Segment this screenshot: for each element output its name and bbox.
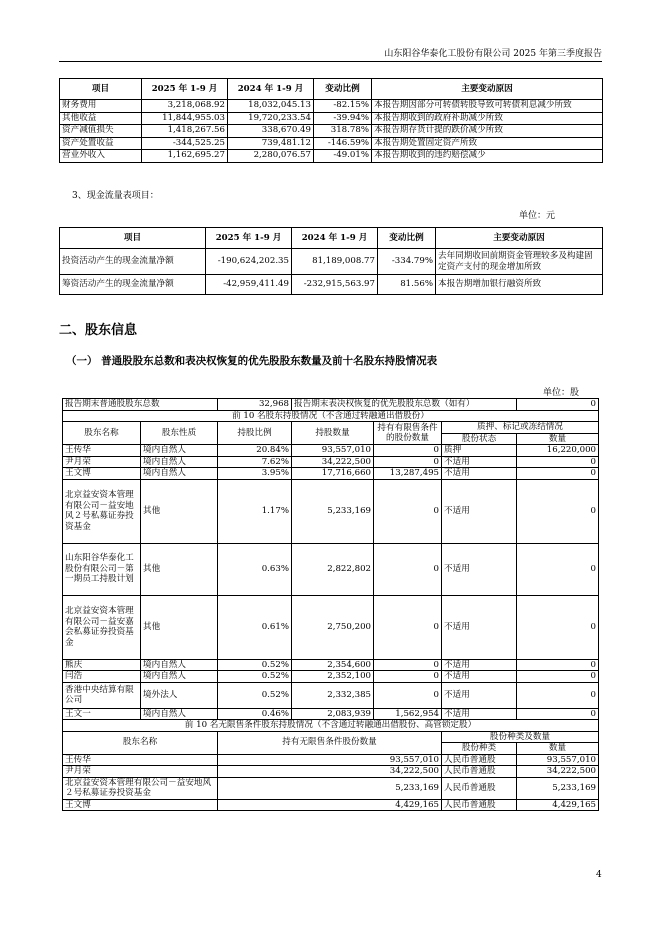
value-cell: -42,959,411.49	[206, 275, 292, 295]
count-cell: 0	[517, 595, 599, 659]
page-number: 4	[596, 870, 602, 880]
qty-cell: 17,716,660	[292, 468, 374, 480]
income-change-table	[59, 78, 603, 163]
restricted-cell: 0	[374, 479, 442, 543]
qty-cell: 2,750,200	[292, 595, 374, 659]
header-cell: 股份种类	[442, 743, 517, 755]
restricted-cell: 0	[374, 659, 442, 671]
header-cell: 持有有限售条件的股份数量	[374, 422, 442, 445]
table-row	[63, 595, 599, 659]
ratio-cell: -49.01%	[314, 150, 372, 163]
ratio-cell: 0.61%	[218, 595, 292, 659]
shareholder-nature: 境内自然人	[141, 671, 218, 683]
header-cell: 变动比例	[378, 228, 436, 249]
header-cell: 股份状态	[442, 433, 517, 445]
shareholder-nature: 境外法人	[141, 682, 218, 708]
shareholder-name: 王文一	[63, 708, 141, 720]
status-cell: 不适用	[442, 543, 517, 595]
ratio-cell: 0.46%	[218, 708, 292, 720]
table-row	[60, 137, 603, 150]
ratio-cell: 0.52%	[218, 659, 292, 671]
qty-cell: 5,233,169	[292, 479, 374, 543]
shareholder-name: 尹月荣	[63, 456, 141, 468]
subsection-title: （一） 普通股股东总数和表决权恢复的优先股股东数量及前十名股东持股情况表	[66, 355, 438, 367]
kind-cell: 人民币普通股	[442, 766, 517, 778]
count-cell: 0	[517, 708, 599, 720]
shareholder-nature: 其他	[141, 543, 218, 595]
count-cell: 0	[517, 456, 599, 468]
table-row	[63, 777, 599, 799]
count-cell: 0	[517, 479, 599, 543]
item-cell: 投资活动产生的现金流量净额	[60, 249, 206, 275]
status-cell: 不适用	[442, 708, 517, 720]
shareholder-name: 闫浩	[63, 671, 141, 683]
kind-cell: 人民币普通股	[442, 799, 517, 811]
shareholder-name: 尹月荣	[63, 766, 218, 778]
header-cell: 2024 年 1-9 月	[228, 79, 314, 100]
ratio-cell: -146.59%	[314, 137, 372, 150]
unrestricted-title-row	[63, 720, 599, 732]
table-row	[63, 708, 599, 720]
table-row	[63, 671, 599, 683]
reason-cell: 去年同期收回前期资金管理较多及构建固定资产支付的现金增加所致	[436, 249, 603, 275]
value-cell: -190,624,202.35	[206, 249, 292, 275]
restricted-cell: 0	[374, 543, 442, 595]
header-divider	[59, 61, 602, 62]
table-row	[63, 543, 599, 595]
value-cell: 3,218,068.92	[142, 100, 228, 113]
table-row	[60, 150, 603, 163]
table-row	[63, 766, 599, 778]
ratio-cell: -334.79%	[378, 249, 436, 275]
header-cell: 项目	[60, 228, 206, 249]
value-cell: 338,670.49	[228, 125, 314, 138]
header-cell: 2025 年 1-9 月	[206, 228, 292, 249]
reason-cell: 本报告期收到的政府补助减少所致	[372, 112, 603, 125]
status-cell: 不适用	[442, 479, 517, 543]
cashflow-section-label: 3、现金流量表项目：	[72, 191, 159, 201]
table-header-row	[60, 79, 603, 100]
shareholder-name: 香港中央结算有限公司	[63, 682, 141, 708]
shareholder-nature: 境内自然人	[141, 468, 218, 480]
pref-label: 报告期末表决权恢复的优先股股东总数（如有）	[292, 399, 517, 411]
reason-cell: 本报告期存货计提的跌价减少所致	[372, 125, 603, 138]
count-cell: 0	[517, 659, 599, 671]
section-title: 二、股东信息	[59, 323, 138, 338]
ratio-cell: 0.52%	[218, 671, 292, 683]
header-cell: 数量	[517, 433, 599, 445]
shareholder-name: 熊庆	[63, 659, 141, 671]
total-value: 32,968	[218, 399, 292, 411]
shareholder-name: 北京益安资本管理有限公司－益安地风２号私募证券投资基金	[63, 479, 141, 543]
header-cell: 主要变动原因	[436, 228, 603, 249]
table-row	[63, 479, 599, 543]
kind-cell: 人民币普通股	[442, 777, 517, 799]
count-cell: 0	[517, 671, 599, 683]
ratio-cell: 1.17%	[218, 479, 292, 543]
pref-value: 0	[517, 399, 599, 411]
header-cell: 持股数量	[292, 422, 374, 445]
header-cell: 项目	[60, 79, 142, 100]
qty-cell: 5,233,169	[218, 777, 442, 799]
header-cell: 股东名称	[63, 422, 141, 445]
shareholder-name: 王传华	[63, 445, 141, 457]
shareholder-nature: 境内自然人	[141, 456, 218, 468]
shareholder-name: 王传华	[63, 754, 218, 766]
ratio-cell: 7.62%	[218, 456, 292, 468]
qty-cell: 93,557,010	[292, 445, 374, 457]
count-cell: 4,429,165	[517, 799, 599, 811]
shareholder-name: 北京益安资本管理有限公司－益安嘉会私募证券投资基金	[63, 595, 141, 659]
status-cell: 质押	[442, 445, 517, 457]
header-cell: 2024 年 1-9 月	[292, 228, 378, 249]
qty-cell: 2,083,939	[292, 708, 374, 720]
table-row	[63, 682, 599, 708]
qty-cell: 2,352,100	[292, 671, 374, 683]
value-cell: 11,844,955.03	[142, 112, 228, 125]
total-shareholders-row	[63, 399, 599, 411]
restricted-cell: 0	[374, 595, 442, 659]
shareholder-name: 王文博	[63, 799, 218, 811]
ratio-cell: 81.56%	[378, 275, 436, 295]
ratio-cell: 3.95%	[218, 468, 292, 480]
header-cell: 质押、标记或冻结情况	[442, 422, 599, 434]
reason-cell: 本报告期因部分可转债转股导致可转债利息减少所致	[372, 100, 603, 113]
count-cell: 34,222,500	[517, 766, 599, 778]
count-cell: 0	[517, 682, 599, 708]
value-cell: 81,189,008.77	[292, 249, 378, 275]
value-cell: -344,525.25	[142, 137, 228, 150]
header-cell: 主要变动原因	[372, 79, 603, 100]
header-cell: 数量	[517, 743, 599, 755]
table-row	[60, 100, 603, 113]
ratio-cell: 20.84%	[218, 445, 292, 457]
table-row	[63, 799, 599, 811]
table-row	[63, 659, 599, 671]
qty-cell: 93,557,010	[218, 754, 442, 766]
header-cell: 股份种类及数量	[442, 731, 599, 743]
top10-title: 前 10 名股东持股情况（不含通过转融通出借股份）	[63, 410, 599, 422]
ratio-cell: 0.52%	[218, 682, 292, 708]
status-cell: 不适用	[442, 468, 517, 480]
count-cell: 0	[517, 468, 599, 480]
qty-cell: 2,354,600	[292, 659, 374, 671]
shareholder-table	[62, 398, 599, 811]
value-cell: 19,720,233.54	[228, 112, 314, 125]
unit-label: 单位：元	[519, 211, 556, 221]
count-cell: 16,220,000	[517, 445, 599, 457]
restricted-cell: 0	[374, 445, 442, 457]
table-header-row	[60, 228, 603, 249]
header-cell: 变动比例	[314, 79, 372, 100]
shareholder-name: 王文博	[63, 468, 141, 480]
count-cell: 5,233,169	[517, 777, 599, 799]
kind-cell: 人民币普通股	[442, 754, 517, 766]
qty-cell: 2,822,802	[292, 543, 374, 595]
item-cell: 财务费用	[60, 100, 142, 113]
shareholder-nature: 境内自然人	[141, 659, 218, 671]
item-cell: 筹资活动产生的现金流量净额	[60, 275, 206, 295]
value-cell: 1,418,267.56	[142, 125, 228, 138]
shareholder-nature: 其他	[141, 479, 218, 543]
count-cell: 93,557,010	[517, 754, 599, 766]
value-cell: 1,162,695.27	[142, 150, 228, 163]
total-label: 报告期末普通股股东总数	[63, 399, 218, 411]
header-cell: 股东性质	[141, 422, 218, 445]
restricted-cell: 0	[374, 682, 442, 708]
table-row	[60, 125, 603, 138]
status-cell: 不适用	[442, 595, 517, 659]
restricted-cell: 13,287,495	[374, 468, 442, 480]
value-cell: 2,280,076.57	[228, 150, 314, 163]
shareholder-name: 北京益安资本管理有限公司－益安地风２号私募证券投资基金	[63, 777, 218, 799]
table-row	[63, 754, 599, 766]
table-header-row	[63, 731, 599, 743]
qty-cell: 34,222,500	[292, 456, 374, 468]
unrestricted-title: 前 10 名无限售条件股东持股情况（不含通过转融通出借股份、高管锁定股）	[63, 720, 599, 732]
report-header: 山东阳谷华泰化工股份有限公司 2025 年第三季度报告	[384, 49, 602, 59]
reason-cell: 本报告期处置固定资产所致	[372, 137, 603, 150]
reason-cell: 本报告期增加银行融资所致	[436, 275, 603, 295]
unit-label: 单位：股	[543, 388, 580, 398]
count-cell: 0	[517, 543, 599, 595]
table-row	[60, 249, 603, 275]
ratio-cell: -39.94%	[314, 112, 372, 125]
shareholder-nature: 其他	[141, 595, 218, 659]
table-row	[63, 456, 599, 468]
item-cell: 其他收益	[60, 112, 142, 125]
item-cell: 营业外收入	[60, 150, 142, 163]
shareholder-nature: 境内自然人	[141, 708, 218, 720]
ratio-cell: 0.63%	[218, 543, 292, 595]
restricted-cell: 0	[374, 671, 442, 683]
qty-cell: 4,429,165	[218, 799, 442, 811]
value-cell: 18,032,045.13	[228, 100, 314, 113]
table-header-row	[63, 422, 599, 434]
header-cell: 股东名称	[63, 731, 218, 754]
table-row	[60, 275, 603, 295]
restricted-cell: 1,562,954	[374, 708, 442, 720]
header-cell: 持有无限售条件股份数量	[218, 731, 442, 754]
header-cell: 持股比例	[218, 422, 292, 445]
table-row	[60, 112, 603, 125]
status-cell: 不适用	[442, 659, 517, 671]
restricted-cell: 0	[374, 456, 442, 468]
header-cell: 2025 年 1-9 月	[142, 79, 228, 100]
reason-cell: 本报告期收到的违约赔偿减少	[372, 150, 603, 163]
qty-cell: 34,222,500	[218, 766, 442, 778]
table-row	[63, 468, 599, 480]
table-row	[63, 445, 599, 457]
cashflow-change-table	[59, 227, 603, 295]
item-cell: 资产处置收益	[60, 137, 142, 150]
status-cell: 不适用	[442, 682, 517, 708]
ratio-cell: 318.78%	[314, 125, 372, 138]
status-cell: 不适用	[442, 456, 517, 468]
shareholder-name: 山东阳谷华泰化工股份有限公司－第一期员工持股计划	[63, 543, 141, 595]
top10-title-row	[63, 410, 599, 422]
ratio-cell: -82.15%	[314, 100, 372, 113]
status-cell: 不适用	[442, 671, 517, 683]
qty-cell: 2,332,385	[292, 682, 374, 708]
item-cell: 资产减值损失	[60, 125, 142, 138]
value-cell: 739,481.12	[228, 137, 314, 150]
value-cell: -232,915,563.97	[292, 275, 378, 295]
shareholder-nature: 境内自然人	[141, 445, 218, 457]
